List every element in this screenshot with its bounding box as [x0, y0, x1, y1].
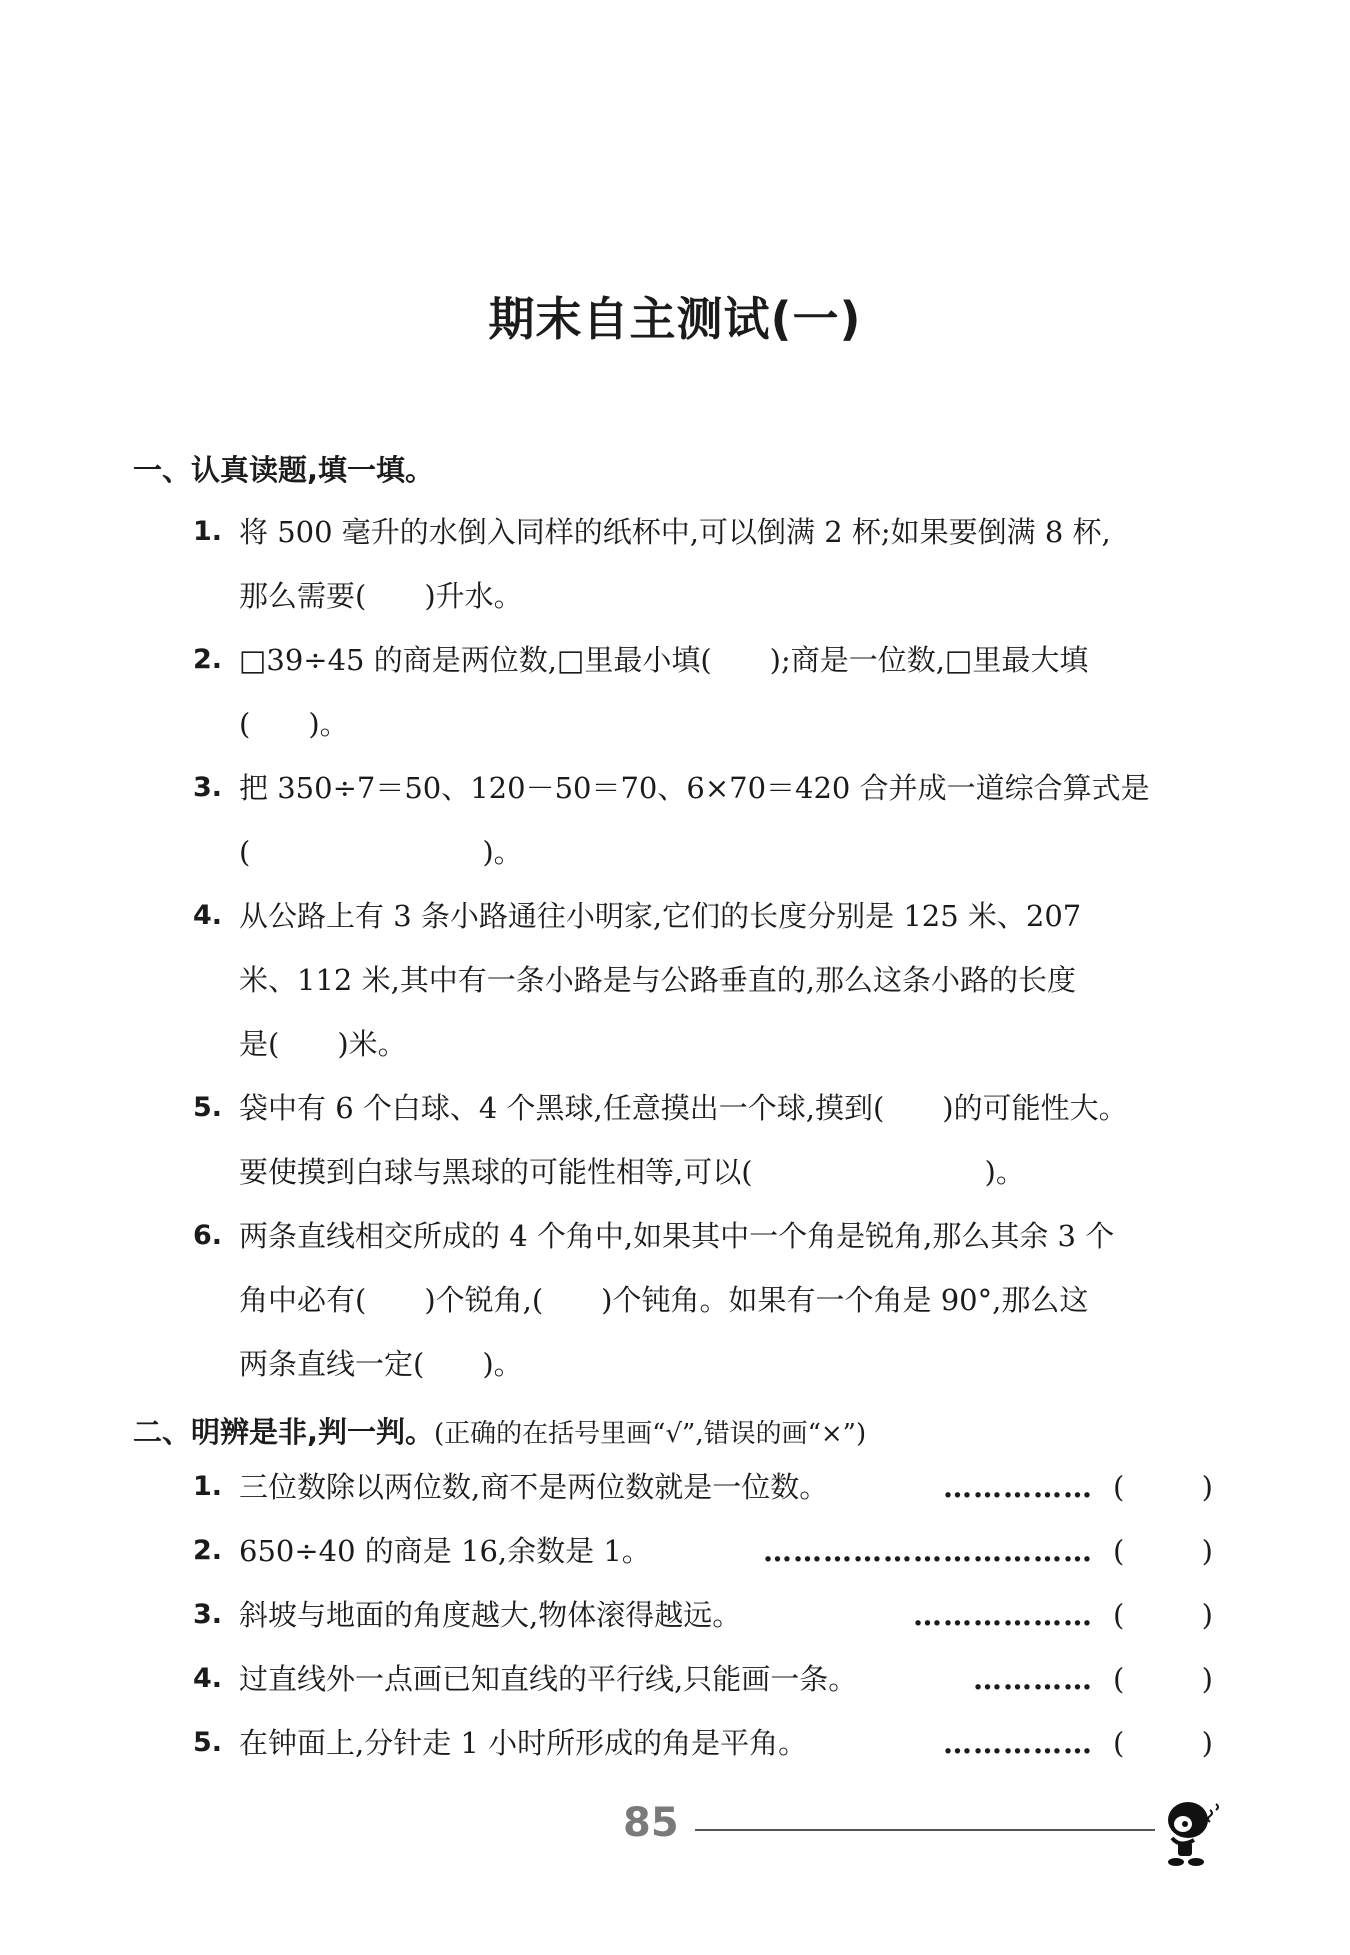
footer-rule	[695, 1829, 1155, 1831]
page-title: 期末自主测试(一)	[488, 292, 862, 346]
question-2: 2. □39÷45 的商是两位数,□里最小填( );商是一位数,□里最大填 ( )。	[193, 643, 1089, 741]
leader-dots: ………………	[913, 1598, 1093, 1632]
question-1: 1. 将 500 毫升的水倒入同样的纸杯中,可以倒满 2 杯;如果要倒满 8 杯, 那么需要( )升水。	[193, 515, 1111, 613]
leader-dots: ……………………………	[763, 1534, 1093, 1568]
section-2-instruction: (正确的在括号里画“√”,错误的画“×”)	[434, 1419, 867, 1449]
question-6: 6. 两条直线相交所成的 4 个角中,如果其中一个角是锐角,那么其余 3 个 角中必有( )个锐角,( )个钝角。如果有一个角是 90°,那么这 两条直线一定( )。	[193, 1219, 1115, 1381]
leader-dots: …………	[973, 1662, 1093, 1696]
judge-item-5: 5. 在钟面上,分针走 1 小时所形成的角是平角。 …………… ( )	[193, 1711, 1213, 1775]
page-number: 85	[623, 1800, 679, 1846]
leader-dots: ……………	[943, 1470, 1093, 1504]
judge-item-2: 2. 650÷40 的商是 16,余数是 1。 …………………………… ( )	[193, 1519, 1213, 1583]
judge-item-1: 1. 三位数除以两位数,商不是两位数就是一位数。 …………… ( )	[193, 1455, 1213, 1519]
cartoon-mascot-icon	[1150, 1790, 1230, 1870]
section-2-heading: 二、明辨是非,判一判。(正确的在括号里画“√”,错误的画“×”)	[133, 1415, 867, 1449]
judge-item-4: 4. 过直线外一点画已知直线的平行线,只能画一条。 ………… ( )	[193, 1647, 1213, 1711]
judge-item-3: 3. 斜坡与地面的角度越大,物体滚得越远。 ……………… ( )	[193, 1583, 1213, 1647]
question-4: 4. 从公路上有 3 条小路通往小明家,它们的长度分别是 125 米、207 米、112 米,其中有一条小路是与公路垂直的,那么这条小路的长度 是( )米。	[193, 899, 1082, 1061]
question-5: 5. 袋中有 6 个白球、4 个黑球,任意摸出一个球,摸到( )的可能性大。 要使摸到白球与黑球的可能性相等,可以( )。	[193, 1091, 1128, 1189]
question-3: 3. 把 350÷7＝50、120－50＝70、6×70＝420 合并成一道综合算式是 ( )。	[193, 771, 1150, 869]
leader-dots: ……………	[943, 1726, 1093, 1760]
section-1-heading: 一、认真读题,填一填。	[133, 453, 435, 487]
